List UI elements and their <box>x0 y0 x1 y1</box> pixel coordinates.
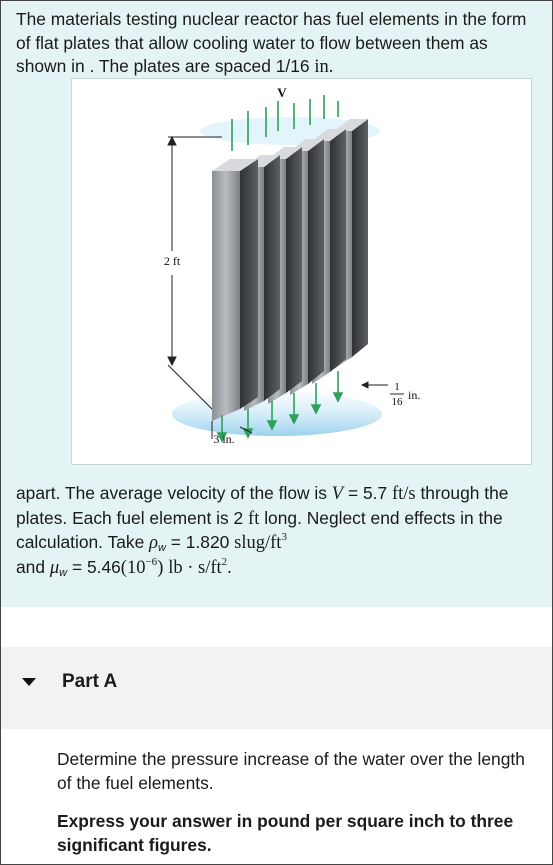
fuel-plates-figure <box>71 78 532 465</box>
period: . <box>227 557 232 578</box>
gap-label-unit: in. <box>408 388 421 402</box>
density-unit-exponent: 3 <box>281 531 287 543</box>
viscosity-factor-close: ) <box>157 557 164 578</box>
gap-dimension <box>362 382 388 388</box>
viscosity-subscript: w <box>59 566 68 579</box>
collapse-caret-icon[interactable] <box>22 678 36 686</box>
density-unit: slug/ft <box>234 533 282 553</box>
viscosity-exponent: −6 <box>145 555 158 568</box>
viscosity-value: = 5.46 <box>71 556 121 577</box>
velocity-value: = 5.7 <box>347 483 388 503</box>
viscosity-factor-open: (10 <box>120 557 146 578</box>
problem-continued-text <box>16 482 536 580</box>
part-a-instruction: Express your answer in pound per square inch to three significant figures. <box>57 811 514 855</box>
velocity-unit: ft/s <box>391 484 416 504</box>
fuel-plate-1 <box>212 159 258 421</box>
viscosity-symbol: μ <box>49 557 60 578</box>
part-a-title[interactable]: Part A <box>62 671 118 692</box>
width-label: 3 in. <box>213 432 235 446</box>
assumption-sentence: long. Neglect end effects in the calculation. Take <box>16 507 503 552</box>
intro-text: The materials testing nuclear reactor has fuel elements in the form of flat plates that allow cooling water to flow between them as shown in . The plates are spaced 1/16 <box>16 9 527 76</box>
density-symbol: ρ <box>149 533 158 553</box>
length-sentence: through the plates. Each fuel element is 2 <box>16 483 509 528</box>
fuel-plates-diagram <box>72 79 531 464</box>
viscosity-unit-exponent: 2 <box>221 555 228 568</box>
length-unit: ft <box>248 508 260 529</box>
density-subscript: w <box>158 542 166 554</box>
density-value: = 1.820 <box>170 532 230 552</box>
intro-unit: in. <box>314 57 334 77</box>
and-label: and <box>16 556 46 577</box>
gap-label-numerator: 1 <box>394 381 400 393</box>
velocity-sentence: apart. The average velocity of the flow is <box>16 483 327 503</box>
problem-intro-text <box>16 8 536 80</box>
gap-label-denominator: 16 <box>391 396 403 408</box>
height-label: 2 ft <box>163 254 181 268</box>
part-a-question: Determine the pressure increase of the water over the length of the fuel elements. <box>57 749 525 793</box>
velocity-label: V <box>277 85 287 100</box>
coolant-glow <box>172 392 382 436</box>
velocity-symbol: V <box>331 484 344 504</box>
viscosity-unit: lb · s/ft <box>168 557 222 578</box>
